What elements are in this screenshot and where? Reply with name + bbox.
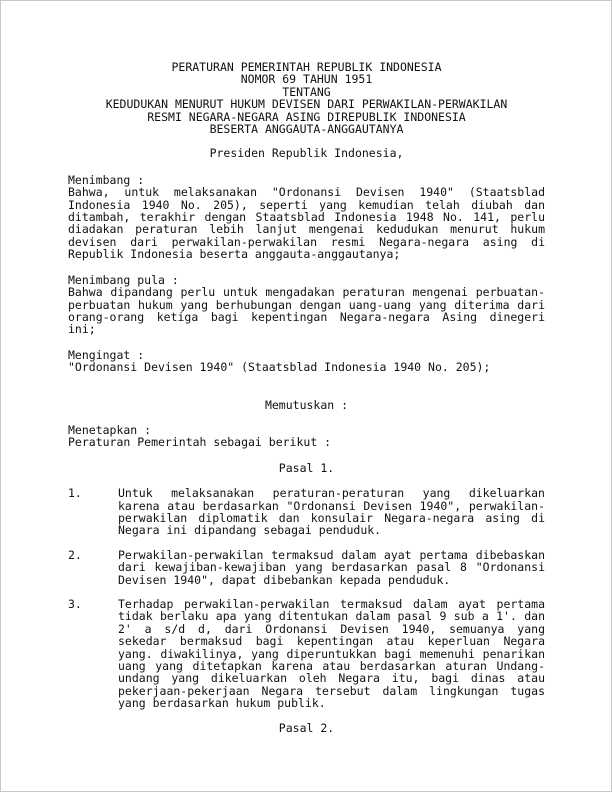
memutuskan-heading: Memutuskan : — [264, 397, 349, 412]
title-line-5: RESMI NEGARA-NEGARA ASING DIREPUBLIK INDONESIA — [147, 109, 466, 124]
pasal-1-item-3 — [68, 598, 545, 710]
salutation: Presiden Republik Indonesia, — [209, 146, 404, 161]
pasal-2-heading: Pasal 2. — [278, 720, 335, 735]
pasal-1-item-1 — [68, 487, 545, 537]
menimbang-body: Bahwa, untuk melaksanakan "Ordonansi Devisen 1940" (Staatsblad Indonesia 1940 No. 205), seperti yang kemudian telah diubah dan ditambah, terakhir dengan Staatsblad Indonesia 1948 No. 141, perlu diadakan peraturan lebih lanjut mengenai kedudukan menurut hukum devisen dari perwakilan-perwakilan resmi Negara-negara asing di Republik Indonesia beserta anggauta-anggautanya; — [68, 185, 545, 262]
menimbang-pula-body: Bahwa dipandang perlu untuk mengadakan peraturan mengenai perbuatan-perbuatan hukum yang berhubungan dengan uang-uang yang diterima dari orang-orang ketiga bagi kepentingan Negara-negara Asing dinegeri ini; — [68, 285, 545, 337]
pasal-1-heading: Pasal 1. — [278, 460, 335, 475]
menimbang-pula-label: Menimbang pula : — [68, 272, 179, 287]
title-line-1: PERATURAN PEMERINTAH REPUBLIK INDONESIA — [171, 60, 442, 74]
title-line-4: KEDUDUKAN MENURUT HUKUM DEVISEN DARI PERWAKILAN-PERWAKILAN — [105, 97, 508, 112]
item-number: 3. — [68, 597, 82, 611]
menimbang-label: Menimbang : — [68, 172, 145, 187]
section-menetapkan — [68, 424, 545, 449]
section-menimbang — [68, 174, 545, 261]
mengingat-body: "Ordonansi Devisen 1940" (Staatsblad Indonesia 1940 No. 205); — [68, 360, 491, 375]
item-text: Terhadap perwakilan-perwakilan termaksud dalam ayat pertama tidak berlaku apa yang ditentukan dalam pasal 9 sub a 1'. dan 2' a s/d d, dari Ordonansi Devisen 1940, semuanya yang sekedar bermaksud bagi kepentingan atau keperluan Negara yang. diwakilinya, yang diperuntukkan bagi memenuhi penarikan uang yang ditetapkan karena atau berdasarkan aturan Undang-undang yang dikeluarkan oleh Negara itu, bagi dinas atau pekerjaan-pekerjaan Negara tersebut dalam lingkungan tugas yang berdasarkan hukum publik. — [118, 597, 545, 711]
menetapkan-body: Peraturan Pemerintah sebagai berikut : — [68, 435, 332, 450]
menetapkan-label: Menetapkan : — [68, 422, 152, 437]
item-number: 2. — [68, 547, 82, 562]
section-menimbang-pula — [68, 274, 545, 336]
item-text: Perwakilan-perwakilan termaksud dalam ayat pertama dibebaskan dari kewajiban-kewajiban yang berdasarkan pasal 8 "Ordonansi Devisen 1940", dapat dibebankan kepada penduduk. — [118, 547, 545, 587]
item-number: 1. — [68, 486, 82, 501]
title-line-2: NOMOR 69 TAHUN 1951 — [240, 72, 373, 87]
title-line-3: TENTANG — [282, 84, 331, 99]
mengingat-label: Mengingat : — [68, 347, 145, 362]
title-line-6: BESERTA ANGGAUTA-ANGGAUTANYA — [209, 122, 404, 137]
section-mengingat — [68, 349, 545, 374]
document-title-block — [68, 61, 545, 135]
item-text: Untuk melaksanakan peraturan-peraturan yang dikeluarkan karena atau berdasarkan "Ordonansi Devisen 1940", perwakilan-perwakilan diplomatik dan konsulair Negara-negara asing di Negara ini dipandang sebagai penduduk. — [118, 486, 545, 538]
pasal-1-item-2 — [68, 549, 545, 586]
